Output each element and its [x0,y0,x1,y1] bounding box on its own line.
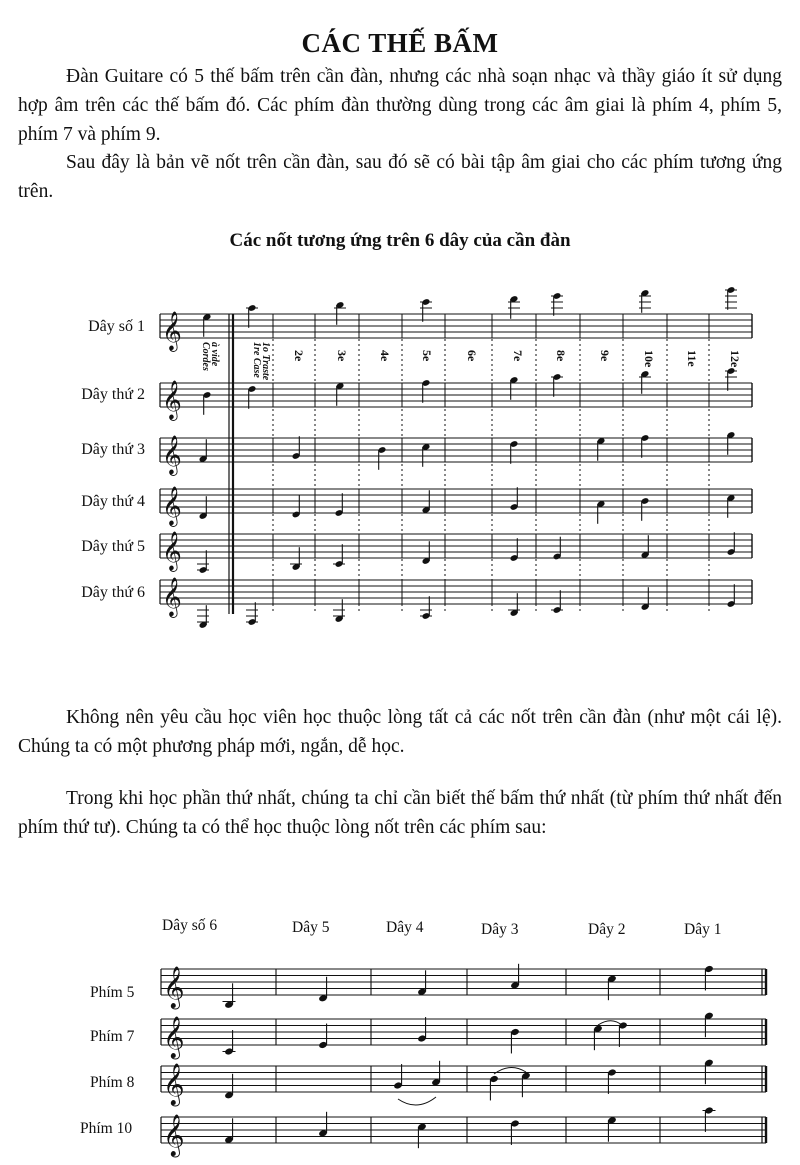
column-header-string-3: Dây 3 [481,921,519,938]
treble-clef-icon: 𝄞 [162,435,182,474]
row-label-fret-10: Phím 10 [80,1120,133,1137]
fret-label: 11e [685,350,699,367]
string-label-4: Dây thứ 4 [81,493,145,510]
treble-clef-icon: 𝄞 [163,1113,185,1156]
treble-clef-icon: 𝄞 [162,531,182,570]
fret-label: 8e [554,350,568,362]
row-label-fret-5: Phím 5 [90,984,135,1001]
chart1-title: Các nốt tương ứng trên 6 dây của cần đàn [229,230,571,251]
treble-clef-icon: 𝄞 [162,486,182,525]
fret-label: 5e [420,350,434,362]
open-strings-label: Cordes [200,342,211,371]
slur [398,1097,436,1105]
fret-label: 6e [465,350,479,362]
fret-label: 2e [292,350,306,362]
first-fret-label: 1re Case [251,342,262,378]
fret-label: 12e [728,350,742,368]
treble-clef-icon: 𝄞 [163,1062,185,1105]
string-label-5: Dây thứ 5 [81,538,145,555]
string-label-2: Dây thứ 2 [81,386,145,403]
string-label-3: Dây thứ 3 [81,441,145,458]
treble-clef-icon: 𝄞 [162,311,182,350]
open-strings-label: à vide [209,342,220,367]
paragraph-3-text: Không nên yêu cầu học viên học thuộc lòng tất cả các nốt trên cần đàn (như một cái lệ). Chúng ta có một phương pháp mới, ngắn, dễ học. [18,707,782,757]
fret-label: 9e [598,350,612,362]
treble-clef-icon: 𝄞 [163,1015,185,1058]
first-fret-label: 1o Traste [260,342,271,381]
string-label-6: Dây thứ 6 [81,584,145,601]
column-header-string-1: Dây 1 [684,921,722,938]
fret-label: 4e [378,350,392,362]
fret-label: 3e [335,350,349,362]
fret-label: 10e [642,350,656,368]
column-header-string-6: Dây số 6 [162,917,218,934]
intro-paragraph-2-text: Sau đây là bản vẽ nốt trên cần đàn, sau đó sẽ có bài tập âm giai cho các phím tương ứng trên. [18,152,782,202]
string-label-1: Dây số 1 [88,318,145,335]
treble-clef-icon: 𝄞 [163,965,185,1008]
treble-clef-icon: 𝄞 [162,577,182,616]
intro-paragraph-1-text: Đàn Guitare có 5 thế bấm trên cần đàn, nhưng các nhà soạn nhạc và thầy giáo ít sử dụng hợp âm trên các thế bấm đó. Các phím đàn thường dùng trong các âm giai là phím 4, phím 5, phím 7 và phím 9. [18,66,782,145]
treble-clef-icon: 𝄞 [162,380,182,419]
fret-label: 7e [511,350,525,362]
page-title: CÁC THẾ BẤM [301,28,499,58]
paragraph-4-text: Trong khi học phần thứ nhất, chúng ta chỉ cần biết thế bấm thứ nhất (từ phím thứ nhất đến phím thứ tư). Chúng ta có thể học thuộc lòng nốt trên các phím sau: [18,788,782,838]
row-label-fret-8: Phím 8 [90,1074,135,1091]
column-header-string-4: Dây 4 [386,919,424,936]
row-label-fret-7: Phím 7 [90,1028,135,1045]
column-header-string-5: Dây 5 [292,919,330,936]
column-header-string-2: Dây 2 [588,921,626,938]
